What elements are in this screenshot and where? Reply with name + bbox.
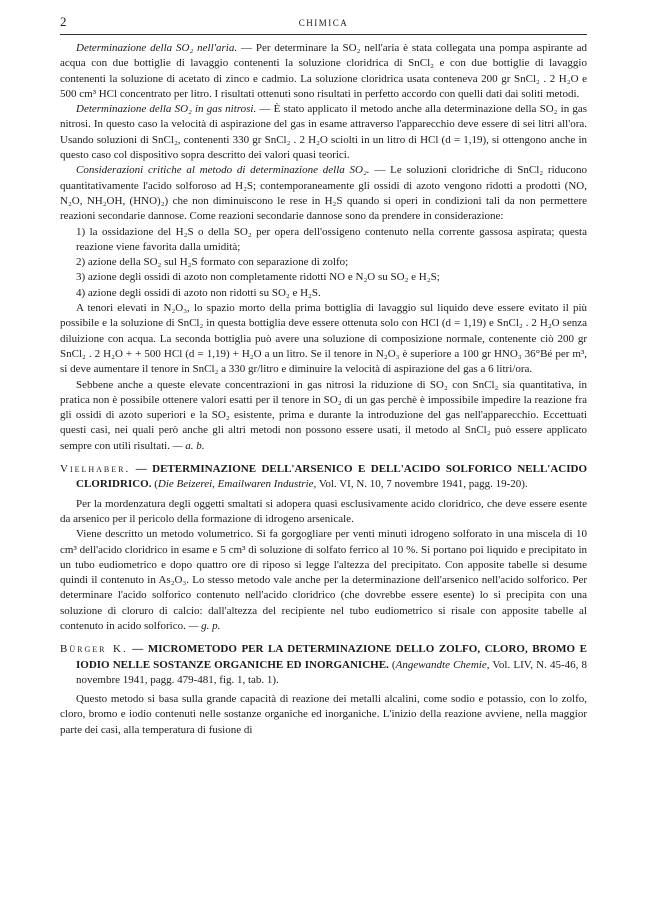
paragraph-body: Viene descritto un metodo volumetrico. Si fa gorgogliare per venti minuti idrogeno solforato in una miscela di 10 cm³ dell'acido cloridrico in esame e 5 cm³ di soluzione di solfato ferrico al 10 %. Si portano poi liquido e precipitato in un tubo eudiometrico e dopo quattro ore di riposo si legge l'altezza del precipitato. Con apposite tabelle si desume quindi il contenuto in As₂O₃. Lo stesso metodo vale anche per la determinazione dell'arsenico nell'acido solforico. Per determinare l'acido solforico contenuto nell'acido cloridrico (che dovrebbe essere esente) lo si precipita con una soluzione di cloruro di calcio: dall'altezza del recipiente nel tubo eudiometrico si risale con apposite tabelle al contenuto in acido solforico. [60,528,587,632]
author-signature: — a. b. [172,439,205,452]
paragraph-body: — È stato applicato il metodo anche alla determinazione della SO₂ in gas nitrosi. In questo caso la velocità di aspirazione del gas in esame attraverso l'apparecchio deve essere di sei litri all'ora. Usando soluzioni di SnCl₂, contenenti 330 gr SnCl₂ . 2 H₂O sciolti in un litro di HCl (d = 1,19), si ottengono anche in questo caso col dispositivo sopra descritto dei valori quasi teorici. [60,103,588,162]
spacer [60,454,587,462]
list-item: 1) la ossidazione del H₂S o della SO₂ per opera dell'ossigeno contenuto nella corrente gassosa aspirata; questa reazione viene favorita dalla umidità; [76,225,587,253]
paragraph: Questo metodo si basa sulla grande capacità di reazione dei metalli alcalini, come sodio e potassio, con lo zolfo, cloro, bromo e iodio contenuti nelle sostanze organiche ed inorganiche. L'inizio della reazione avviene, nella maggior parte dei casi, alla temperatura di fusione di [60,693,587,736]
article-title: — MICROMETODO PER LA DETERMINAZIONE DELLO ZOLFO, CLORO, BROMO E IODIO NELLE SOSTANZE ORGANICHE ED INORGANICHE. [76,643,587,671]
running-head: CHIMICA [298,18,349,28]
paragraph-body: — Le soluzioni cloridriche di SnCl₂ riducono quantitativamente l'acido solforoso ad H₂S; contemporaneamente gli ossidi di azoto vengono ridotti a prodotti (NO, N₂O, NH₂OH, (HNO)₂) che non diminuiscono le rese in H₂S quando si operi in condizioni tali da non permettere reazioni secondarie dannose. Come reazioni secondarie dannose sono da prendere in considerazione: [60,164,588,223]
paragraph [60,41,587,102]
page-number: 2 [60,14,67,29]
article-heading: Vielhaber. — DETERMINAZIONE DELL'ARSENICO E DELL'ACIDO SOLFORICO NELL'ACIDO CLORIDRICO. (Die Beizerei, Emailwaren Industrie, Vol. VI, N. 10, 7 novembre 1941, pagg. 19-20). [60,463,587,491]
author-signature: — g. p. [188,619,221,632]
article-citation: Vol. VI, N. 10, 7 novembre 1941, pagg. 19-20). [318,478,528,491]
article-vielhaber [60,462,587,634]
paragraph [60,102,587,163]
page-header [60,14,587,30]
article-title: — DETERMINAZIONE DELL'ARSENICO E DELL'ACIDO SOLFORICO NELL'ACIDO CLORIDRICO. [76,463,587,491]
paragraph: Per la mordenzatura degli oggetti smaltati si adopera quasi esclusivamente acido cloridrico, che deve essere esente da arsenico per il pericolo della formazione di idrogeno arsenicale. [60,497,587,525]
paragraph [60,527,587,634]
list-item: 2) azione della SO₂ sul H₂S formato con separazione di zolfo; [76,256,349,269]
paragraph [60,163,587,224]
article-burger [60,642,587,738]
paragraph-body: — Per determinare la SO₂ nell'aria è stata collegata una pompa aspirante ad acqua con due bottiglie di lavaggio contenenti la soluzione cloridrica di SnCl₂ e con due bottiglie di lavaggio contenenti la soluzione di acetato di zinco e cadmio. La soluzione cloridrica usata conteneva 200 gr SnCl₂ . 2 H₂O e 500 cm³ HCl concentrato per litro. I risultati ottenuti sono risultati in perfetto accordo con quelli dati dai soliti metodi. [60,42,587,100]
paragraph-title: Considerazioni critiche al metodo di determinazione della SO₂. [76,164,370,177]
article-author: Bürger K. [60,643,128,656]
paragraph-title: Determinazione della SO₂ in gas nitrosi. [76,103,257,116]
paragraph-title: Determinazione della SO₂ nell'aria. [76,42,238,54]
spacer [60,634,587,642]
article-journal: Angewandte Chemie, [395,658,490,671]
paragraph-body: Sebbene anche a queste elevate concentrazioni in gas nitrosi la riduzione di SO₂ con SnCl₂ sia quantitativa, in pratica non è possibile ottenere valori esatti per il tenore in SO₂ di un gas perchè è impossibile impedire la reazione fra gli ossidi di azoto superiori e la SO₂ esistente, prima e durante la introduzione del gas nell'apparecchio. Eccettuati questi casi, nei quali però anche gli altri metodi non possono essere usati, il metodo al SnCl₂ può essere applicato sempre con utili risultati. [60,378,587,452]
article-heading: Bürger K. — MICROMETODO PER LA DETERMINAZIONE DELLO ZOLFO, CLORO, BROMO E IODIO NELLE SOSTANZE ORGANICHE ED INORGANICHE. (Angewandte Chemie, Vol. LIV, N. 45-46, 8 novembre 1941, pagg. 479-481, fig. 1, tab. 1). [60,643,587,686]
header-rule [60,34,587,35]
article-author: Vielhaber. [60,463,131,476]
article-journal: Die Beizerei, Emailwaren Industrie, [157,478,317,491]
list-item: 4) azione degli ossidi di azoto non ridotti su SO₂ e H₂S. [76,286,321,299]
list-item: 3) azione degli ossidi di azoto non completamente ridotti NO e N₂O su SO₂ e H₂S; [76,271,440,284]
reaction-list [60,225,587,301]
article-citation: Vol. LIV, N. 45-46, 8 novembre 1941, pagg. 479-481, fig. 1, tab. 1). [76,658,587,686]
paragraph: A tenori elevati in N₂O₃, lo spazio morto della prima bottiglia di lavaggio sul liquido deve essere evitato il più possibile e la soluzione di SnCl₂ in questa bottiglia deve essere ottenuta solo con HCl (d = 1,19) e SnCl₂ . 2 H₂O senza diluizione con acqua. La seconda bottiglia può avere una soluzione di composizione normale, contenente ciò 200 gr SnCl₂ . 2 H₂O + + 500 HCl (d = 1,19) + H₂O a un litro. Se il tenore in N₂O₃ è superiore a 100 gr HNO₃ 36°Bé per m³, si deve aumentare il tenore in SnCl₂ a 330 gr/litro e diminuire la velocità di aspirazione del gas a 6 litri/ora. [60,302,587,376]
paragraph [60,378,587,454]
